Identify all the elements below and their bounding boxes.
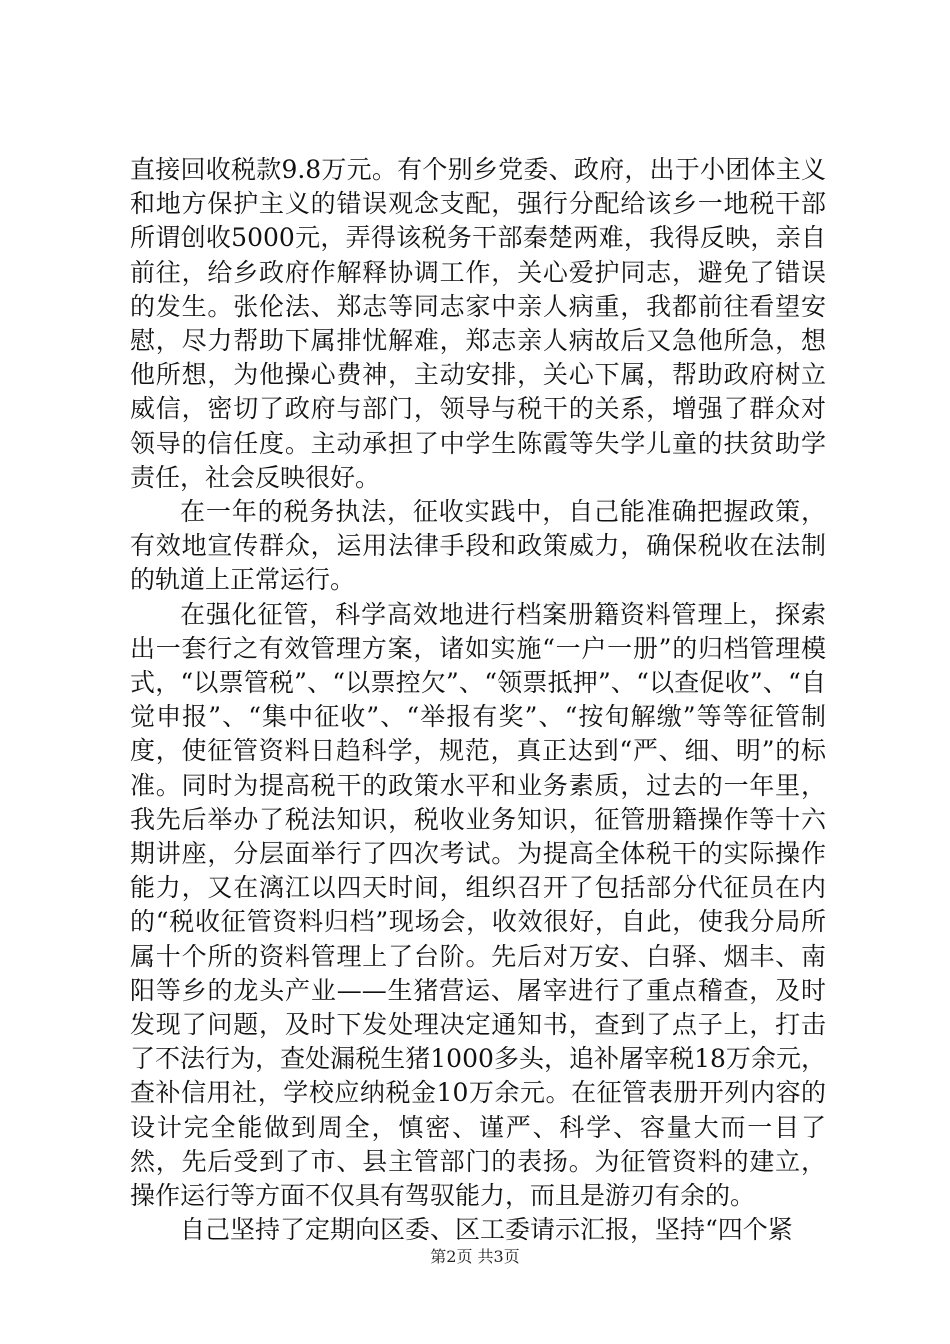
paragraph-3: 在强化征管，科学高效地进行档案册籍资料管理上，探索出一套行之有效管理方案，诸如实施“一户一册”的归档管理模式，“以票管税”、“以票控欠”、“领票抵押”、“以查促收”、“自觉申报”、“集中征收”、“举报有奖”、“按旬解缴”等等征管制度，使征管资料日趋科学，规范，真正达到“严、细、明”的标准。同时为提高税干的政策水平和业务素质，过去的一年里，我先后举办了税法知识，税收业务知识，征管册籍操作等十六期讲座，分层面举行了四次考试。为提高全体税干的实际操作能力，又在漓江以四天时间，组织召开了包括部分代征员在内的“税收征管资料归档”现场会，收效很好，自此，使我分局所属十个所的资料管理上了台阶。先后对万安、白驿、烟丰、南阳等乡的龙头产业——生猪营运、屠宰进行了重点稽查，及时发现了问题，及时下发处理决定通知书，查到了点子上，打击了不法行为，查处漏税生猪1000多头，追补屠宰税18万余元，查补信用社，学校应纳税金10万余元。在征管表册开列内容的设计完全能做到周全，慎密、谨严、科学、容量大而一目了然，先后受到了市、县主管部门的表扬。为征管资料的建立，操作运行等方面不仅具有驾驭能力，而且是游刃有余的。 <box>130 599 826 1211</box>
paragraph-1: 直接回收税款9.8万元。有个别乡党委、政府，出于小团体主义和地方保护主义的错误观念支配，强行分配给该乡一地税干部所谓创收5000元，弄得该税务干部秦楚两难，我得反映，亲自前往，给乡政府作解释协调工作，关心爱护同志，避免了错误的发生。张伦法、郑志等同志家中亲人病重，我都前往看望安慰，尽力帮助下属排忧解难，郑志亲人病故后又急他所急，想他所想，为他操心费神，主动安排，关心下属，帮助政府树立威信，密切了政府与部门，领导与税干的关系，增强了群众对领导的信任度。主动承担了中学生陈霞等失学儿童的扶贫助学责任，社会反映很好。 <box>130 155 826 492</box>
paragraph-2: 在一年的税务执法，征收实践中，自己能准确把握政策，有效地宣传群众，运用法律手段和政策威力，确保税收在法制的轨道上正常运行。 <box>130 497 826 595</box>
paragraph-4: 自己坚持了定期向区委、区工委请示汇报，坚持“四个紧 <box>180 1215 793 1245</box>
page-number-footer: 第2页 共3页 <box>430 1247 520 1266</box>
body-text <box>130 153 826 1248</box>
